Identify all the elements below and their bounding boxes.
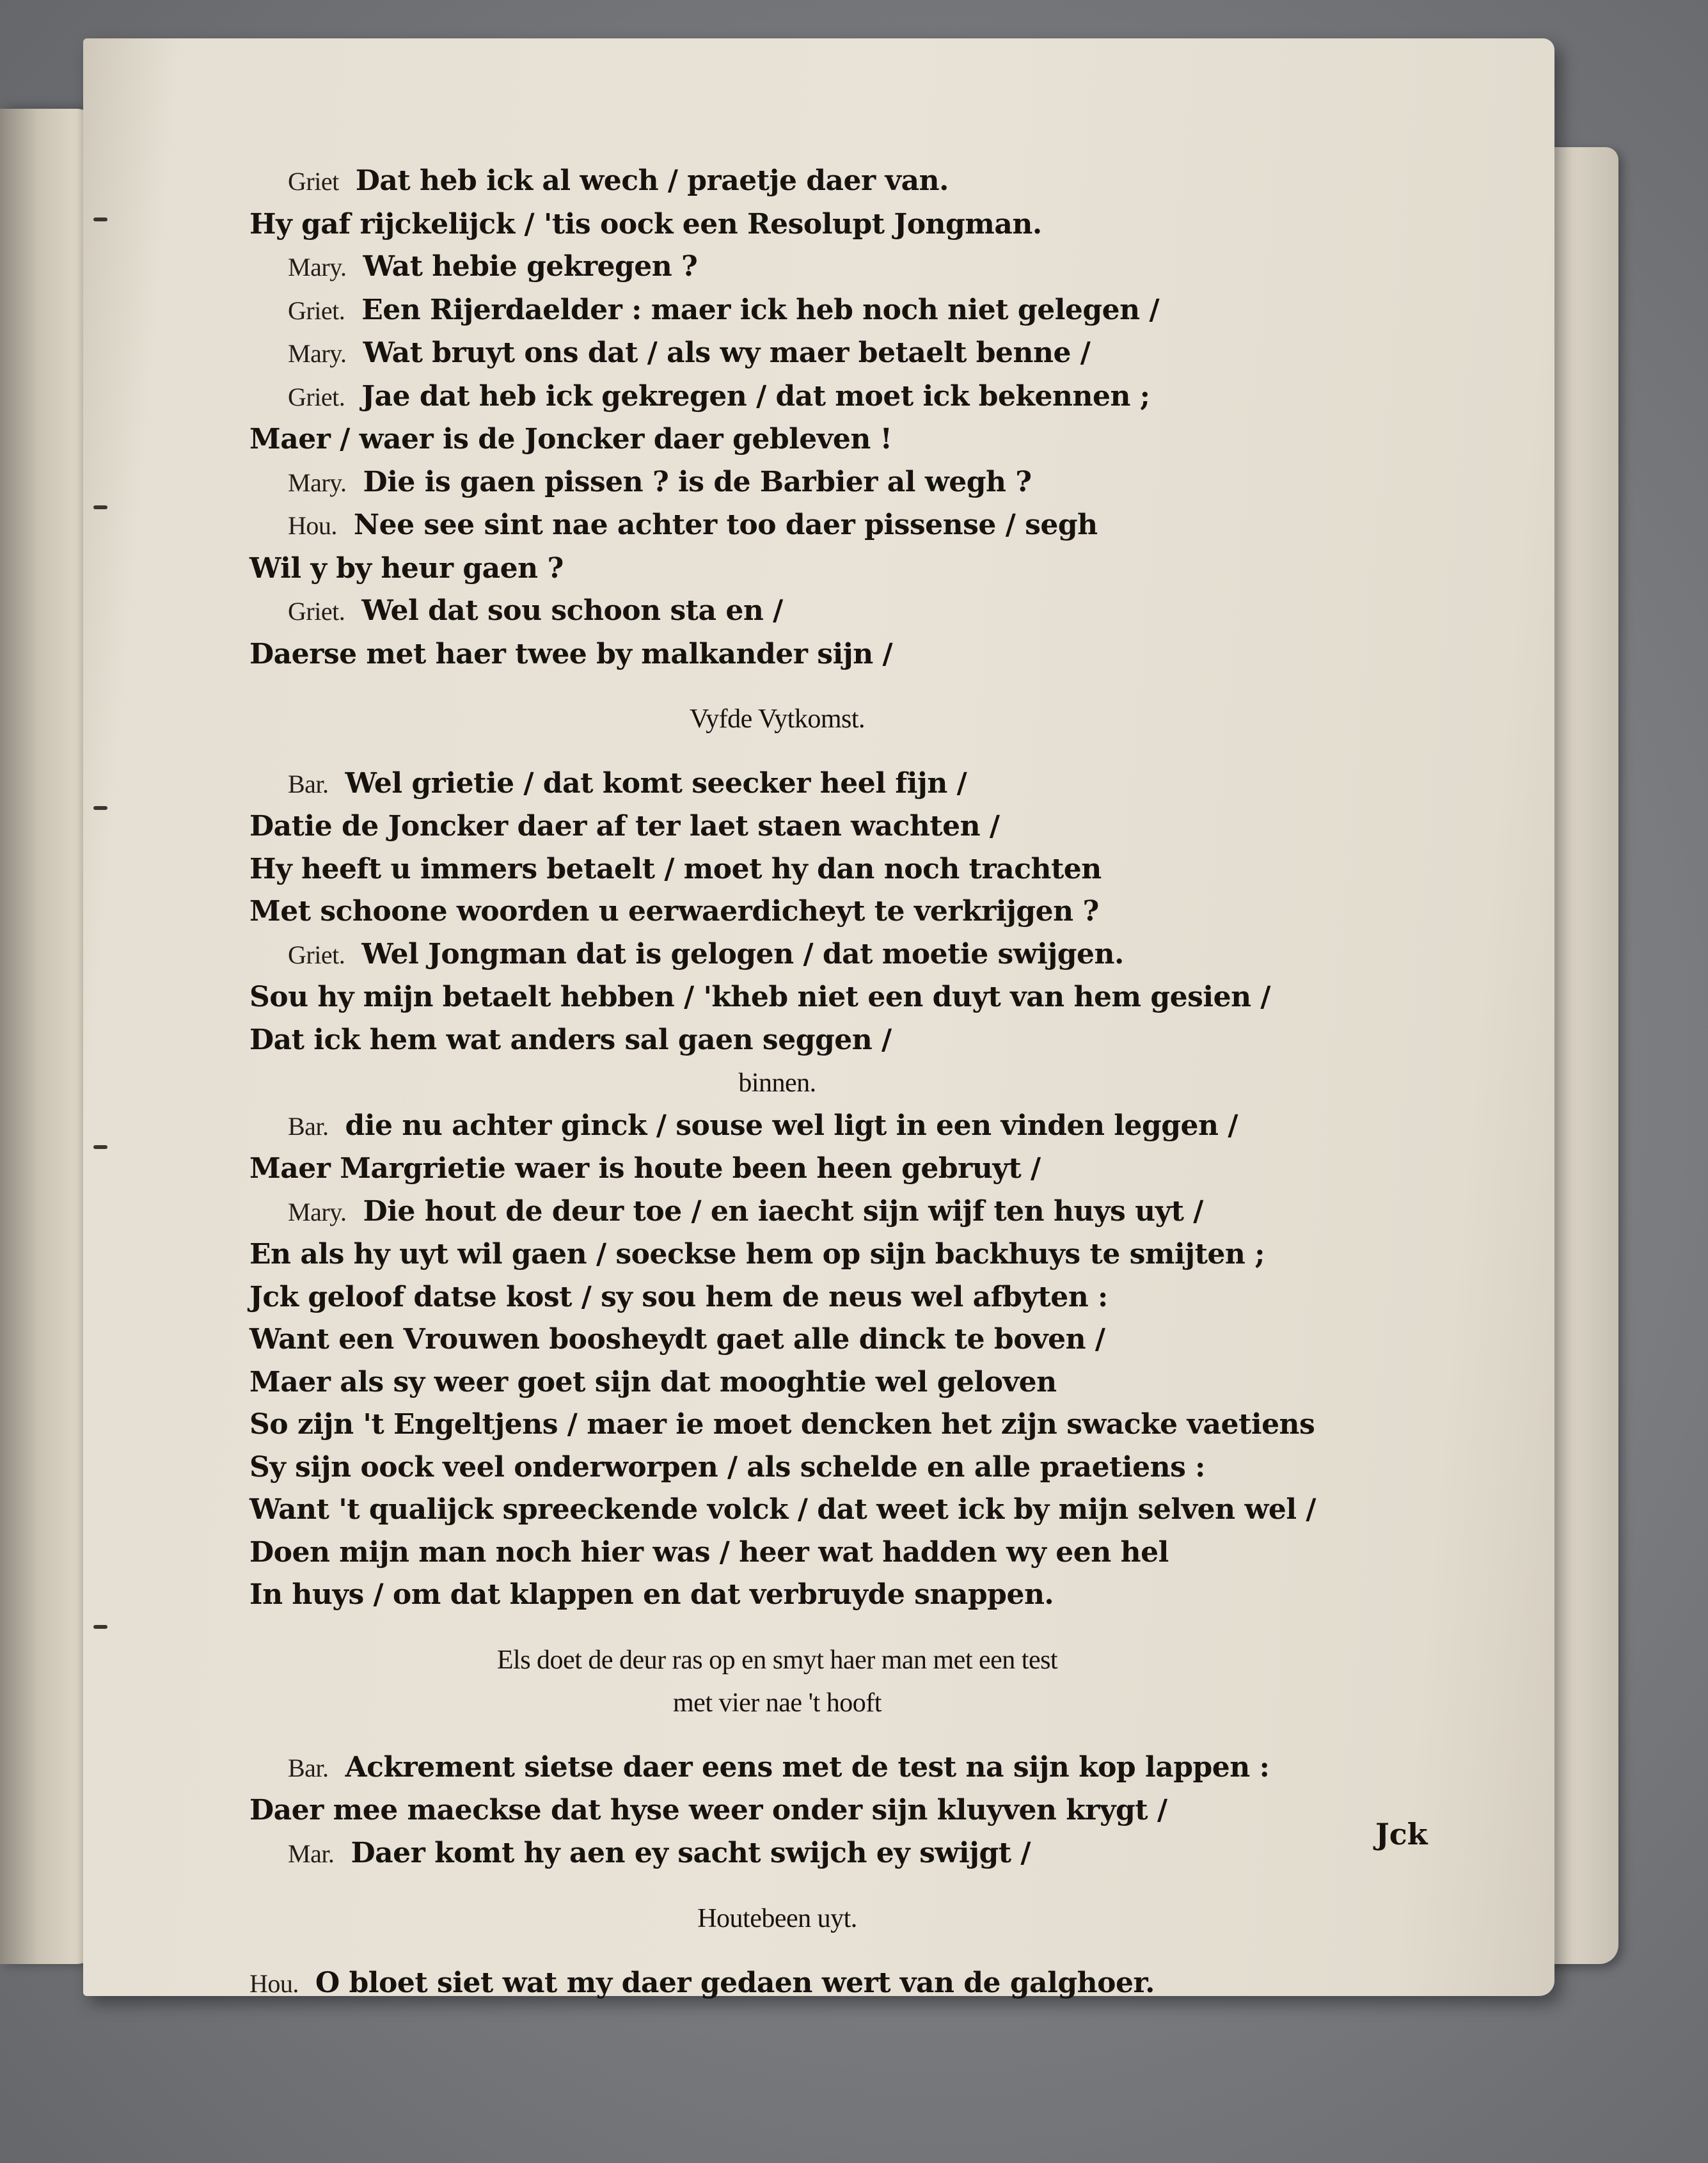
- line-text: Jck geloof datse kost / sy sou hem de neus wel afbyten :: [249, 1280, 1108, 1313]
- page-text: [249, 160, 1433, 2005]
- line-text: Daer komt hy aen ey sacht swijch ey swijgt /: [351, 1836, 1031, 1869]
- text-line: [249, 848, 1433, 891]
- line-text: Dat ick hem wat anders sal gaen seggen /: [249, 1023, 892, 1056]
- line-text: Daerse met haer twee by malkander sijn /: [249, 637, 893, 670]
- text-line: [249, 805, 1433, 848]
- spacer: [249, 1940, 1433, 1962]
- line-text: Maer Margrietie waer is houte been heen gebruyt /: [249, 1152, 1041, 1185]
- speaker-label: Bar.: [288, 1111, 329, 1141]
- text-line: [249, 1532, 1433, 1574]
- text-line: [249, 1789, 1433, 1832]
- line-text: Maer / waer is de Joncker daer gebleven !: [249, 423, 892, 456]
- text-line: [249, 763, 1433, 806]
- text-line: [249, 418, 1433, 461]
- line-text: Wel dat sou schoon sta en /: [361, 594, 783, 627]
- line-text: Sou hy mijn betaelt hebben / 'kheb niet een duyt van hem gesien /: [249, 981, 1270, 1013]
- text-line: [249, 1061, 1433, 1105]
- text-line: [249, 1897, 1433, 1940]
- line-text: O bloet siet wat my daer gedaen wert van de galghoer.: [315, 1966, 1155, 1999]
- text-line: [249, 1489, 1433, 1532]
- line-text: Hy heeft u immers betaelt / moet hy dan noch trachten: [249, 852, 1102, 885]
- text-line: [249, 332, 1433, 376]
- line-text: Doen mijn man noch hier was / heer wat hadden wy een hel: [249, 1535, 1169, 1569]
- line-text: Wat hebie gekregen ?: [363, 250, 698, 283]
- line-text: Want een Vrouwen boosheydt gaet alle dinck te boven /: [249, 1323, 1105, 1356]
- text-line: [249, 1191, 1433, 1234]
- spacer: [249, 1875, 1433, 1897]
- text-line: [249, 1681, 1433, 1725]
- line-text: Els doet de deur ras op en smyt haer man met een test: [496, 1645, 1058, 1675]
- line-text: binnen.: [738, 1068, 816, 1098]
- text-line: [249, 1832, 1433, 1876]
- text-line: [249, 1148, 1433, 1191]
- speaker-label: Griet.: [288, 597, 345, 626]
- text-line: [249, 891, 1433, 933]
- line-text: Die is gaen pissen ? is de Barbier al wegh ?: [363, 465, 1032, 498]
- text-line: [249, 1574, 1433, 1617]
- line-text: Een Rijerdaelder : maer ick heb noch niet gelegen /: [361, 293, 1160, 326]
- text-line: [249, 203, 1433, 246]
- line-text: Wat bruyt ons dat / als wy maer betaelt benne /: [363, 337, 1091, 369]
- line-text: Nee see sint nae achter too daer pissense / segh: [353, 509, 1098, 541]
- catchword: Jck: [1375, 1817, 1428, 1851]
- speaker-label: Mar.: [288, 1839, 335, 1868]
- text-line: [249, 933, 1433, 977]
- text-line: [249, 461, 1433, 505]
- text-line: [249, 1747, 1433, 1790]
- speaker-label: Hou.: [288, 511, 337, 540]
- speaker-label: Mary.: [288, 253, 347, 281]
- line-text: Daer mee maeckse dat hyse weer onder sijn kluyven krygt /: [249, 1794, 1167, 1826]
- text-line: [249, 504, 1433, 548]
- text-line: [249, 376, 1433, 419]
- text-line: [249, 1105, 1433, 1148]
- text-line: [249, 160, 1433, 203]
- text-line: [249, 1319, 1433, 1361]
- spacer: [249, 1725, 1433, 1747]
- binding-stitch: [93, 218, 107, 221]
- speaker-label: Mary.: [288, 1197, 347, 1226]
- line-text: In huys / om dat klappen en dat verbruyde snappen.: [249, 1578, 1054, 1611]
- line-text: Die hout de deur toe / en iaecht sijn wijf ten huys uyt /: [363, 1194, 1203, 1228]
- spacer: [249, 741, 1433, 763]
- line-text: En als hy uyt wil gaen / soeckse hem op sijn backhuys te smijten ;: [249, 1238, 1265, 1271]
- line-text: So zijn 't Engeltjens / maer ie moet dencken het zijn swacke vaetiens: [249, 1408, 1315, 1441]
- text-line: [249, 1276, 1433, 1319]
- text-line: [249, 1962, 1433, 2006]
- spacer: [249, 1617, 1433, 1638]
- line-text: die nu achter ginck / souse wel ligt in een vinden leggen /: [345, 1109, 1238, 1142]
- text-line: [249, 1019, 1433, 1062]
- line-text: Wel grietie / dat komt seecker heel fijn /: [345, 766, 967, 800]
- speaker-label: Mary.: [288, 339, 347, 368]
- binding-stitch: [93, 1145, 107, 1149]
- line-text: Wil y by heur gaen ?: [249, 551, 564, 585]
- line-text: Met schoone woorden u eerwaerdicheyt te verkrijgen ?: [249, 895, 1099, 928]
- speaker-label: Griet.: [288, 382, 345, 411]
- text-line: [249, 1361, 1433, 1404]
- text-line: [249, 1233, 1433, 1276]
- line-text: Wel Jongman dat is gelogen / dat moetie swijgen.: [361, 937, 1124, 971]
- line-text: Hy gaf rijckelijck / 'tis oock een Resolupt Jongman.: [249, 207, 1042, 241]
- spacer: [249, 676, 1433, 697]
- line-text: met vier nae 't hooft: [673, 1688, 882, 1718]
- line-text: Sy sijn oock veel onderworpen / als schelde en alle praetiens :: [249, 1450, 1205, 1484]
- line-text: Want 't qualijck spreeckende volck / dat weet ick by mijn selven wel /: [249, 1493, 1316, 1526]
- text-line: [249, 1638, 1433, 1682]
- text-line: [249, 1404, 1433, 1446]
- text-line: [249, 548, 1433, 590]
- line-text: Houtebeen uyt.: [697, 1904, 857, 1933]
- line-text: Vyfde Vytkomst.: [689, 704, 866, 734]
- text-line: [249, 590, 1433, 633]
- text-line: [249, 246, 1433, 289]
- speaker-label: Griet: [288, 167, 339, 196]
- text-line: [249, 1446, 1433, 1489]
- line-text: Jae dat heb ick gekregen / dat moet ick bekennen ;: [361, 379, 1150, 413]
- text-line: [249, 633, 1433, 676]
- text-line: [249, 697, 1433, 741]
- speaker-label: Griet.: [288, 940, 345, 969]
- line-text: Dat heb ick al wech / praetje daer van.: [355, 164, 949, 197]
- speaker-label: Bar.: [288, 769, 329, 798]
- binding-stitch: [93, 505, 107, 509]
- line-text: Ackrement sietse daer eens met de test na sijn kop lappen :: [345, 1750, 1270, 1784]
- speaker-label: Mary.: [288, 468, 347, 497]
- left-page-edge: [0, 109, 96, 1964]
- binding-stitch: [93, 806, 107, 810]
- line-text: Datie de Joncker daer af ter laet staen wachten /: [249, 810, 1000, 843]
- speaker-label: Bar.: [288, 1753, 329, 1782]
- binding-stitch: [93, 1625, 107, 1629]
- speaker-label: Griet.: [288, 296, 345, 325]
- text-line: [249, 289, 1433, 333]
- line-text: Maer als sy weer goet sijn dat mooghtie wel geloven: [249, 1365, 1057, 1398]
- text-line: [249, 976, 1433, 1019]
- speaker-label: Hou.: [249, 1969, 299, 1998]
